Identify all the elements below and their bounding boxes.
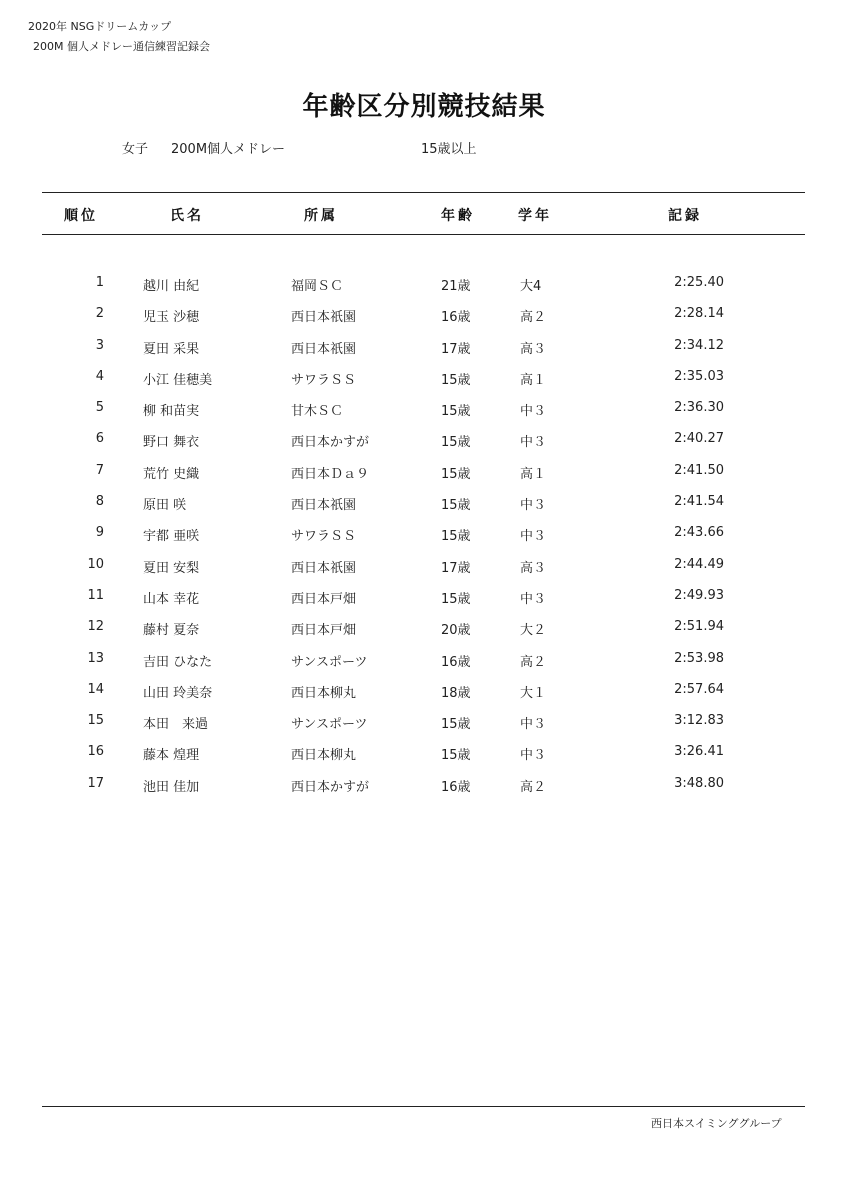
result-name: 藤本 煌理 bbox=[143, 748, 200, 764]
result-rank: 4 bbox=[95, 368, 104, 384]
result-age: 16歳 bbox=[441, 779, 471, 795]
result-grade: 高２ bbox=[520, 654, 547, 670]
result-rank: 15 bbox=[87, 713, 104, 729]
result-time: 2:49.93 bbox=[674, 587, 724, 603]
result-club: 西日本柳丸 bbox=[291, 685, 357, 701]
table-row bbox=[0, 270, 848, 301]
result-age: 17歳 bbox=[441, 341, 471, 357]
table-row bbox=[0, 583, 848, 614]
table-row bbox=[0, 614, 848, 645]
result-name: 荒竹 史織 bbox=[143, 466, 200, 482]
age-group-label: 15歳以上 bbox=[421, 142, 477, 157]
table-row bbox=[0, 552, 848, 583]
result-rank: 3 bbox=[95, 337, 104, 353]
result-time: 2:34.12 bbox=[674, 337, 724, 353]
result-time: 2:36.30 bbox=[674, 400, 724, 416]
result-name: 藤村 夏奈 bbox=[143, 623, 200, 639]
result-rank: 10 bbox=[87, 556, 104, 572]
result-name: 本田 来過 bbox=[143, 717, 209, 733]
organization-footer: 西日本スイミンググループ bbox=[651, 1117, 782, 1130]
column-header-rank: 順位 bbox=[64, 208, 98, 224]
result-age: 15歳 bbox=[441, 435, 471, 451]
result-age: 21歳 bbox=[441, 279, 471, 294]
result-name: 児玉 沙穂 bbox=[143, 310, 200, 326]
result-grade: 中３ bbox=[520, 591, 547, 607]
table-row bbox=[0, 677, 848, 708]
result-rank: 11 bbox=[87, 587, 104, 603]
column-header-grade: 学年 bbox=[518, 208, 552, 224]
result-grade: 大１ bbox=[520, 685, 547, 701]
result-club: 西日本かすが bbox=[291, 435, 370, 451]
result-club: サンスポーツ bbox=[291, 717, 368, 733]
result-rank: 13 bbox=[87, 650, 104, 666]
table-row bbox=[0, 458, 848, 489]
result-rank: 6 bbox=[95, 431, 104, 447]
result-club: 福岡ＳＣ bbox=[291, 279, 344, 294]
result-rank: 5 bbox=[95, 400, 104, 416]
result-time: 2:41.50 bbox=[674, 462, 724, 478]
result-name: 野口 舞衣 bbox=[143, 435, 200, 451]
result-time: 2:40.27 bbox=[674, 431, 724, 447]
result-club: 西日本戸畑 bbox=[291, 623, 357, 639]
result-age: 16歳 bbox=[441, 654, 471, 670]
result-time: 2:57.64 bbox=[674, 681, 724, 697]
result-name: 山田 玲美奈 bbox=[143, 685, 213, 701]
result-name: 夏田 采果 bbox=[143, 341, 200, 357]
result-age: 15歳 bbox=[441, 529, 471, 545]
result-time: 2:43.66 bbox=[674, 525, 724, 541]
result-club: サンスポーツ bbox=[291, 654, 368, 670]
table-row bbox=[0, 739, 848, 770]
result-rank: 7 bbox=[95, 462, 104, 478]
result-time: 2:51.94 bbox=[674, 619, 724, 635]
result-name: 池田 佳加 bbox=[143, 779, 200, 795]
table-row bbox=[0, 520, 848, 551]
result-time: 2:41.54 bbox=[674, 494, 724, 510]
result-grade: 中３ bbox=[520, 529, 547, 545]
result-age: 15歳 bbox=[441, 404, 471, 420]
result-name: 宇都 亜咲 bbox=[143, 529, 200, 545]
result-grade: 高１ bbox=[520, 372, 547, 388]
result-club: 西日本祇園 bbox=[291, 341, 357, 357]
result-age: 15歳 bbox=[441, 466, 471, 482]
result-grade: 高２ bbox=[520, 310, 547, 326]
event-label: 200M個人メドレー bbox=[171, 142, 286, 157]
result-club: 甘木ＳＣ bbox=[291, 404, 344, 420]
result-name: 小江 佳穂美 bbox=[143, 372, 213, 388]
gender-label: 女子 bbox=[122, 142, 149, 157]
column-header-name: 氏名 bbox=[170, 208, 204, 224]
page-title: 年齢区分別競技結果 bbox=[302, 92, 546, 122]
result-time: 2:35.03 bbox=[674, 368, 724, 384]
result-grade: 高３ bbox=[520, 341, 547, 357]
result-rank: 14 bbox=[87, 681, 104, 697]
result-club: 西日本かすが bbox=[291, 779, 370, 795]
result-time: 2:28.14 bbox=[674, 306, 724, 322]
result-rank: 12 bbox=[87, 619, 104, 635]
table-row bbox=[0, 426, 848, 457]
result-name: 夏田 安梨 bbox=[143, 560, 200, 576]
results-table bbox=[0, 270, 848, 802]
result-grade: 中３ bbox=[520, 498, 547, 514]
result-rank: 2 bbox=[95, 306, 104, 322]
result-rank: 1 bbox=[95, 275, 104, 290]
result-grade: 大4 bbox=[520, 279, 542, 294]
result-age: 16歳 bbox=[441, 310, 471, 326]
table-row bbox=[0, 333, 848, 364]
result-grade: 高１ bbox=[520, 466, 547, 482]
result-grade: 中３ bbox=[520, 717, 547, 733]
table-row bbox=[0, 301, 848, 332]
result-club: 西日本柳丸 bbox=[291, 748, 357, 764]
result-time: 3:26.41 bbox=[674, 744, 724, 760]
result-name: 越川 由紀 bbox=[143, 279, 200, 294]
result-grade: 高３ bbox=[520, 560, 547, 576]
result-rank: 8 bbox=[95, 494, 104, 510]
result-name: 原田 咲 bbox=[143, 498, 187, 514]
result-age: 15歳 bbox=[441, 372, 471, 388]
result-club: 西日本Ｄａ９ bbox=[291, 466, 370, 482]
result-age: 15歳 bbox=[441, 748, 471, 764]
result-age: 18歳 bbox=[441, 685, 471, 701]
column-header-time: 記録 bbox=[668, 208, 702, 224]
table-header-rule bbox=[42, 234, 805, 235]
table-row bbox=[0, 771, 848, 802]
result-time: 2:25.40 bbox=[674, 275, 724, 290]
result-age: 17歳 bbox=[441, 560, 471, 576]
result-age: 20歳 bbox=[441, 623, 471, 639]
result-time: 2:44.49 bbox=[674, 556, 724, 572]
table-row bbox=[0, 364, 848, 395]
column-header-club: 所属 bbox=[304, 208, 338, 224]
result-name: 山本 幸花 bbox=[143, 591, 200, 607]
result-club: 西日本戸畑 bbox=[291, 591, 357, 607]
result-age: 15歳 bbox=[441, 717, 471, 733]
result-club: 西日本祇園 bbox=[291, 310, 357, 326]
footer-rule bbox=[42, 1106, 805, 1107]
result-rank: 17 bbox=[87, 775, 104, 791]
result-name: 吉田 ひなた bbox=[143, 654, 213, 670]
result-name: 柳 和苗実 bbox=[143, 404, 200, 420]
result-club: サワラＳＳ bbox=[291, 372, 357, 388]
result-club: サワラＳＳ bbox=[291, 529, 357, 545]
result-grade: 高２ bbox=[520, 779, 547, 795]
result-time: 2:53.98 bbox=[674, 650, 724, 666]
table-top-rule bbox=[42, 192, 805, 193]
result-club: 西日本祇園 bbox=[291, 560, 357, 576]
result-time: 3:48.80 bbox=[674, 775, 724, 791]
table-row bbox=[0, 395, 848, 426]
result-age: 15歳 bbox=[441, 591, 471, 607]
result-grade: 中３ bbox=[520, 748, 547, 764]
table-row bbox=[0, 646, 848, 677]
column-header-age: 年齢 bbox=[441, 208, 475, 224]
result-time: 3:12.83 bbox=[674, 713, 724, 729]
meet-name: 2020年 NSGドリームカップ bbox=[28, 20, 172, 33]
result-rank: 16 bbox=[87, 744, 104, 760]
table-row bbox=[0, 489, 848, 520]
result-club: 西日本祇園 bbox=[291, 498, 357, 514]
result-grade: 中３ bbox=[520, 404, 547, 420]
result-grade: 中３ bbox=[520, 435, 547, 451]
result-rank: 9 bbox=[95, 525, 104, 541]
meet-subtitle: 200M 個人メドレー通信練習記録会 bbox=[33, 40, 210, 53]
result-grade: 大２ bbox=[520, 623, 547, 639]
table-row bbox=[0, 708, 848, 739]
result-age: 15歳 bbox=[441, 498, 471, 514]
